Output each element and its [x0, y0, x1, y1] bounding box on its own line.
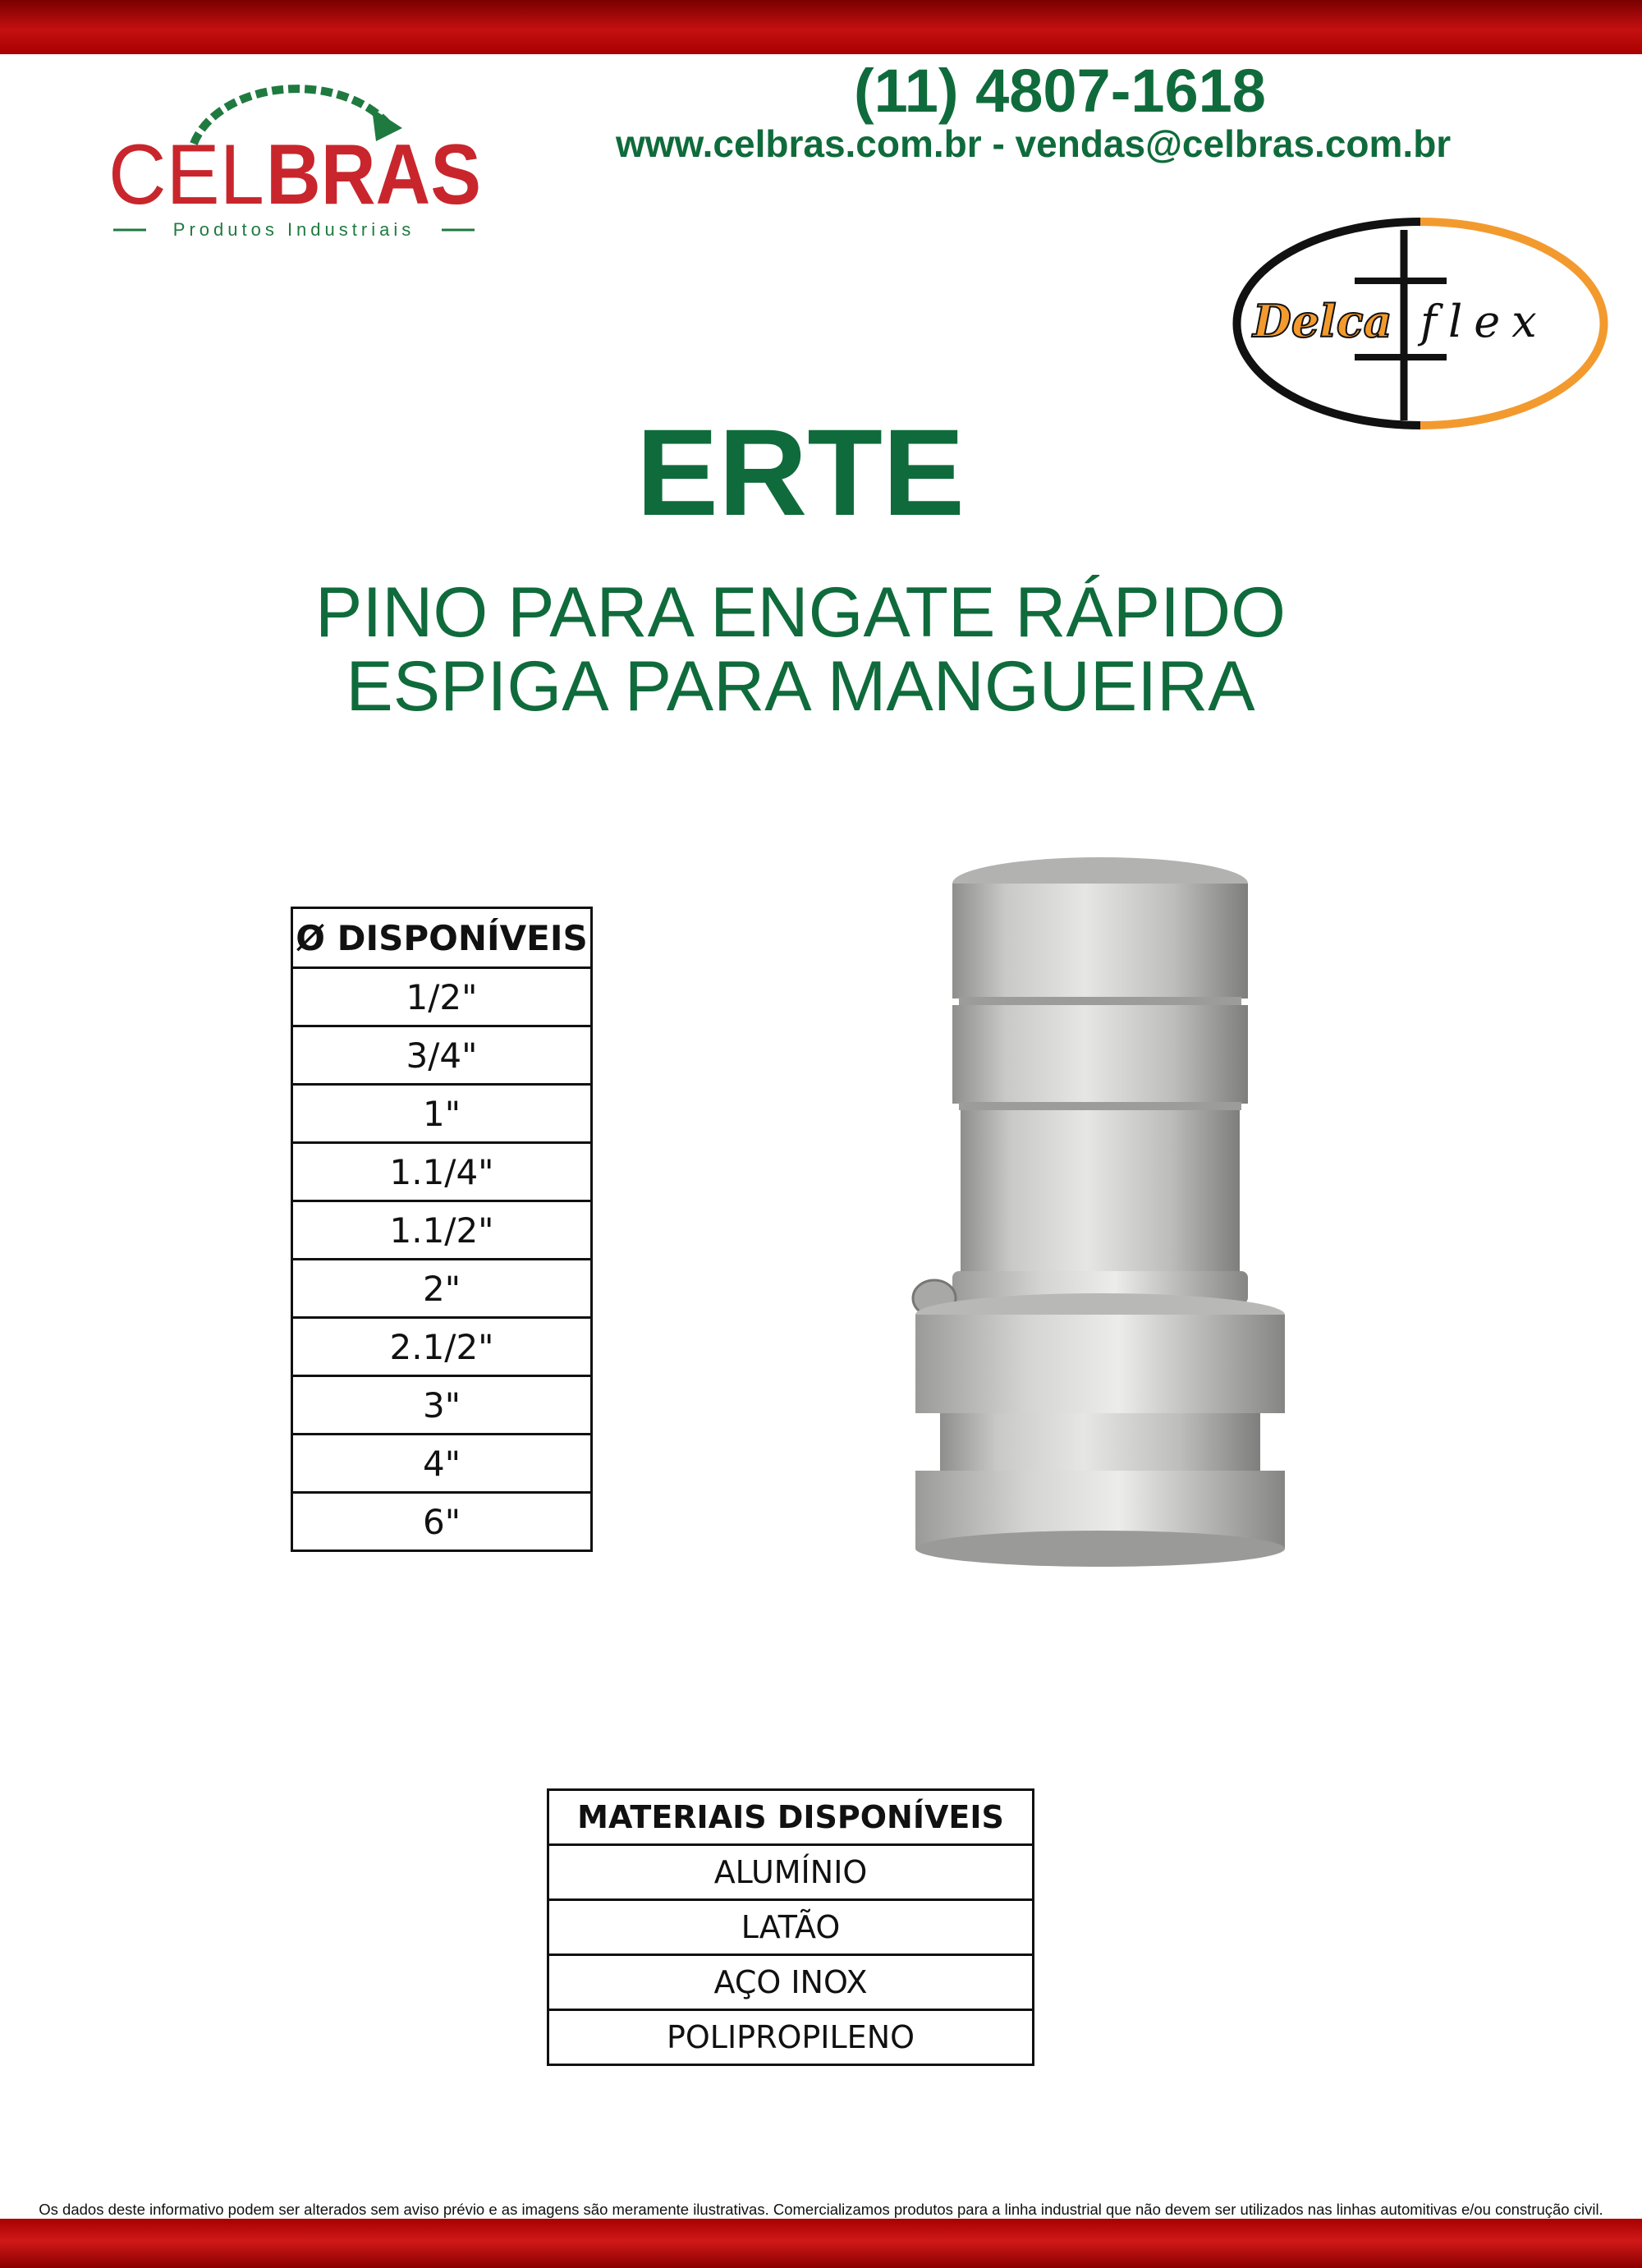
footer-disclaimer: Os dados deste informativo podem ser alterados sem aviso prévio e as imagens são meramente ilustrativas. Comercializamos produtos para a linha industrial que não devem ser utilizados nas linhas automitivas e/ou construção civil.	[39, 2201, 1603, 2218]
phone-number[interactable]: (11) 4807-1618	[854, 57, 1266, 125]
material-cell: LATÃO	[548, 1900, 1034, 1955]
diameter-cell: 1"	[292, 1085, 592, 1143]
delcaflex-logo-part2: flex	[1420, 296, 1548, 347]
product-code: ERTE	[635, 403, 965, 541]
celbras-logo	[97, 66, 491, 238]
diameter-cell: 2.1/2"	[292, 1318, 592, 1376]
top-red-bar	[0, 0, 1642, 54]
website-email[interactable]: www.celbras.com.br - vendas@celbras.com.br	[616, 122, 1452, 165]
product-subtitle-line1: PINO PARA ENGATE RÁPIDO	[315, 573, 1286, 652]
diameters-table	[291, 907, 593, 1552]
product-image	[895, 851, 1305, 1573]
materials-table	[547, 1788, 1034, 2066]
diameter-cell: 1.1/4"	[292, 1143, 592, 1201]
product-subtitle-line2: ESPIGA PARA MANGUEIRA	[346, 647, 1255, 726]
delcaflex-logo-part1: Delca	[1253, 295, 1392, 347]
celbras-logo-part2: BRAS	[266, 127, 481, 223]
diameter-cell: 3"	[292, 1376, 592, 1435]
diameter-cell: 1.1/2"	[292, 1201, 592, 1260]
diameter-cell: 3/4"	[292, 1026, 592, 1085]
celbras-logo-part1: CEL	[108, 127, 264, 223]
material-cell: POLIPROPILENO	[548, 2010, 1034, 2065]
bottom-red-bar	[0, 2219, 1642, 2268]
material-cell: AÇO INOX	[548, 1955, 1034, 2010]
materials-table-header: MATERIAIS DISPONÍVEIS	[548, 1790, 1034, 1845]
diameter-cell: 6"	[292, 1493, 592, 1551]
diameter-cell: 4"	[292, 1435, 592, 1493]
material-cell: ALUMÍNIO	[548, 1845, 1034, 1900]
diameter-cell: 1/2"	[292, 968, 592, 1026]
diameter-cell: 2"	[292, 1260, 592, 1318]
celbras-tagline: Produtos Industriais	[172, 219, 415, 238]
diameters-table-header: Ø DISPONÍVEIS	[292, 908, 592, 968]
